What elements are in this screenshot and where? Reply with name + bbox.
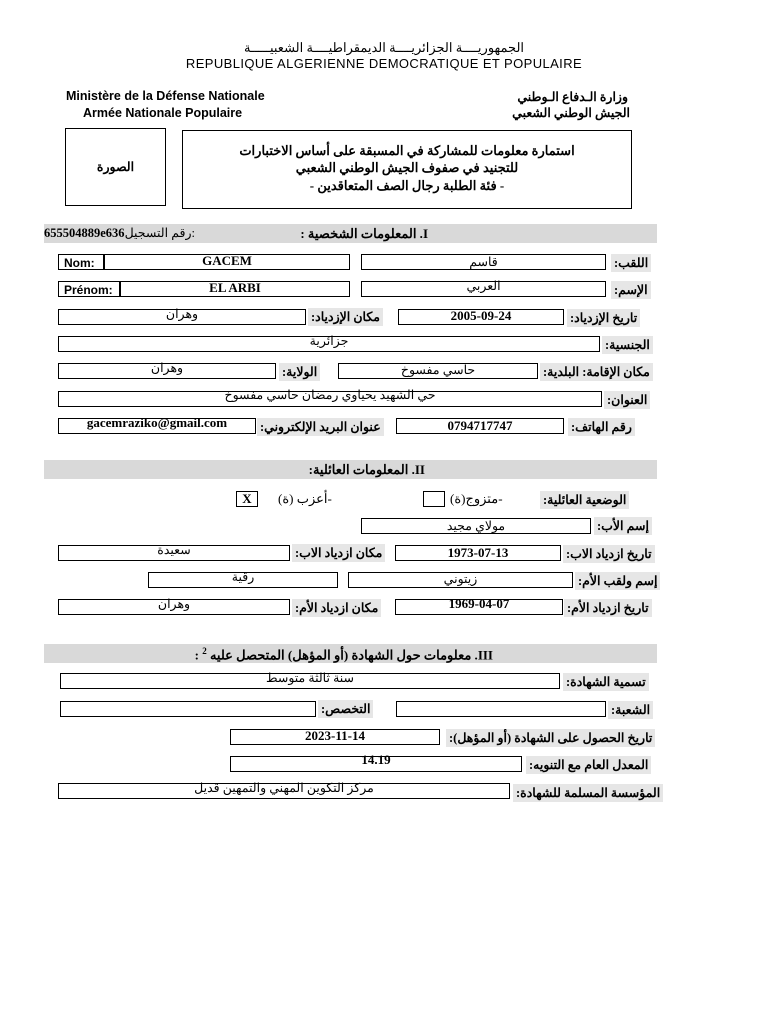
address-value: حي الشهيد يحياوي رمضان حاسي مفسوخ <box>224 388 436 402</box>
wilaya-value: وهران <box>150 361 184 375</box>
specialty-field[interactable] <box>60 701 316 717</box>
form-title-box <box>182 130 632 209</box>
registration-number <box>44 224 195 243</box>
prenom-fr-label: Prénom: <box>58 281 120 297</box>
ministry-french: Ministère de la Défense Nationale <box>66 89 265 103</box>
mother-surname-value: زيتوني <box>443 572 478 586</box>
nom-fr-label: Nom: <box>58 254 104 270</box>
mother-firstname-value: رقية <box>231 570 255 584</box>
certificate-value: سنة ثالثة متوسط <box>265 671 355 685</box>
section2-title: II. المعلومات العائلية: <box>308 462 425 477</box>
average-value: 14.19 <box>361 752 391 767</box>
birth-date-label: تاريخ الإزدياد: <box>567 309 640 327</box>
residence-label: مكان الإقامة: البلدية: <box>540 363 653 381</box>
nom-fr-value: GACEM <box>202 253 252 268</box>
form-title-line1: استمارة معلومات للمشاركة في المسبقة على أساس الاختبارات <box>239 143 575 158</box>
nationality-value: جزائرية <box>309 334 349 348</box>
birth-place-value: وهران <box>165 307 199 321</box>
mother-birth-date-value: 1969-04-07 <box>448 596 510 611</box>
date-obtained-label: تاريخ الحصول على الشهادة (أو المؤهل): <box>446 729 655 747</box>
specialty-label: التخصص: <box>318 700 373 718</box>
average-label: المعدل العام مع التنويه: <box>526 756 651 774</box>
form-title-line2: للتجنيد في صفوف الجيش الوطني الشعبي <box>295 160 519 175</box>
email-label: عنوان البريد الإلكتروني: <box>257 418 384 436</box>
prenom-ar-label: الإسم: <box>611 281 651 299</box>
wilaya-label: الولاية: <box>279 363 320 381</box>
registration-label: رقم التسجيل: <box>124 226 196 240</box>
father-birth-place-label: مكان ازدياد الاب: <box>292 544 385 562</box>
section3-title-colon: : <box>194 647 199 663</box>
marital-status-label: الوضعية العائلية: <box>540 491 629 509</box>
phone-label: رقم الهاتف: <box>568 418 635 436</box>
birth-date-value: 2005-09-24 <box>450 308 512 323</box>
section3-title-text: III. معلومات حول الشهادة (أو المؤهل) المتحصل عليه <box>209 647 493 663</box>
mother-birth-date-label: تاريخ ازدياد الأم: <box>564 599 652 617</box>
mother-name-label: إسم ولقب الأم: <box>575 572 660 590</box>
branch-label: الشعبة: <box>608 701 653 719</box>
father-birth-date-value: 1973-07-13 <box>447 545 509 560</box>
father-birth-date-label: تاريخ ازدياد الاب: <box>563 545 655 563</box>
mother-birth-place-label: مكان ازدياد الأم: <box>292 599 381 617</box>
commune-value: حاسي مفسوخ <box>400 363 476 377</box>
father-name-label: إسم الأب: <box>594 517 652 535</box>
nom-ar-value: قاسم <box>469 255 498 269</box>
nationality-label: الجنسية: <box>602 336 653 354</box>
institution-label: المؤسسة المسلمة للشهادة: <box>513 784 663 802</box>
prenom-fr-value: EL ARBI <box>209 280 261 295</box>
photo-box <box>65 128 166 206</box>
certificate-label: تسمية الشهادة: <box>563 673 649 691</box>
married-checkbox[interactable] <box>423 491 445 507</box>
nom-ar-label: اللقب: <box>611 254 651 272</box>
single-checkbox[interactable]: X <box>236 491 258 507</box>
section3-title <box>195 646 493 663</box>
institution-value: مركز التكوين المهني والتمهين قديل <box>194 781 374 795</box>
mother-birth-place-value: وهران <box>157 597 191 611</box>
ministry-arabic: وزارة الـدفاع الـوطني <box>517 90 628 104</box>
republic-french: REPUBLIQUE ALGERIENNE DEMOCRATIQUE ET POPULAIRE <box>185 56 583 71</box>
birth-place-label: مكان الإزدياد: <box>308 308 383 326</box>
prenom-ar-value: العربي <box>466 279 501 293</box>
date-obtained-value: 2023-11-14 <box>305 728 365 743</box>
form-title-line3: - فئة الطلبة رجال الصف المتعاقدين - <box>309 178 505 193</box>
branch-field[interactable] <box>396 701 606 717</box>
army-french: Armée Nationale Populaire <box>83 106 243 120</box>
married-label: -متزوج(ة) <box>450 491 503 506</box>
single-label: -أعزب (ة) <box>278 491 332 506</box>
republic-arabic: الجمهوريــــة الجزائريــــة الديمقراطيــــة الشعبيـــــة <box>243 40 525 55</box>
father-name-value: مولاي مجيد <box>446 519 506 533</box>
email-value: gacemraziko@gmail.com <box>86 415 228 430</box>
photo-label: الصورة <box>96 160 135 174</box>
section1-title: I. المعلومات الشخصية : <box>300 226 428 241</box>
father-birth-place-value: سعيدة <box>157 543 191 557</box>
army-arabic: الجيش الوطني الشعبي <box>512 106 630 120</box>
registration-value: 655504889e636 <box>44 226 125 240</box>
section3-footnote-mark: 2 <box>202 646 207 656</box>
phone-value: 0794717747 <box>447 418 513 433</box>
address-label: العنوان: <box>604 391 650 409</box>
